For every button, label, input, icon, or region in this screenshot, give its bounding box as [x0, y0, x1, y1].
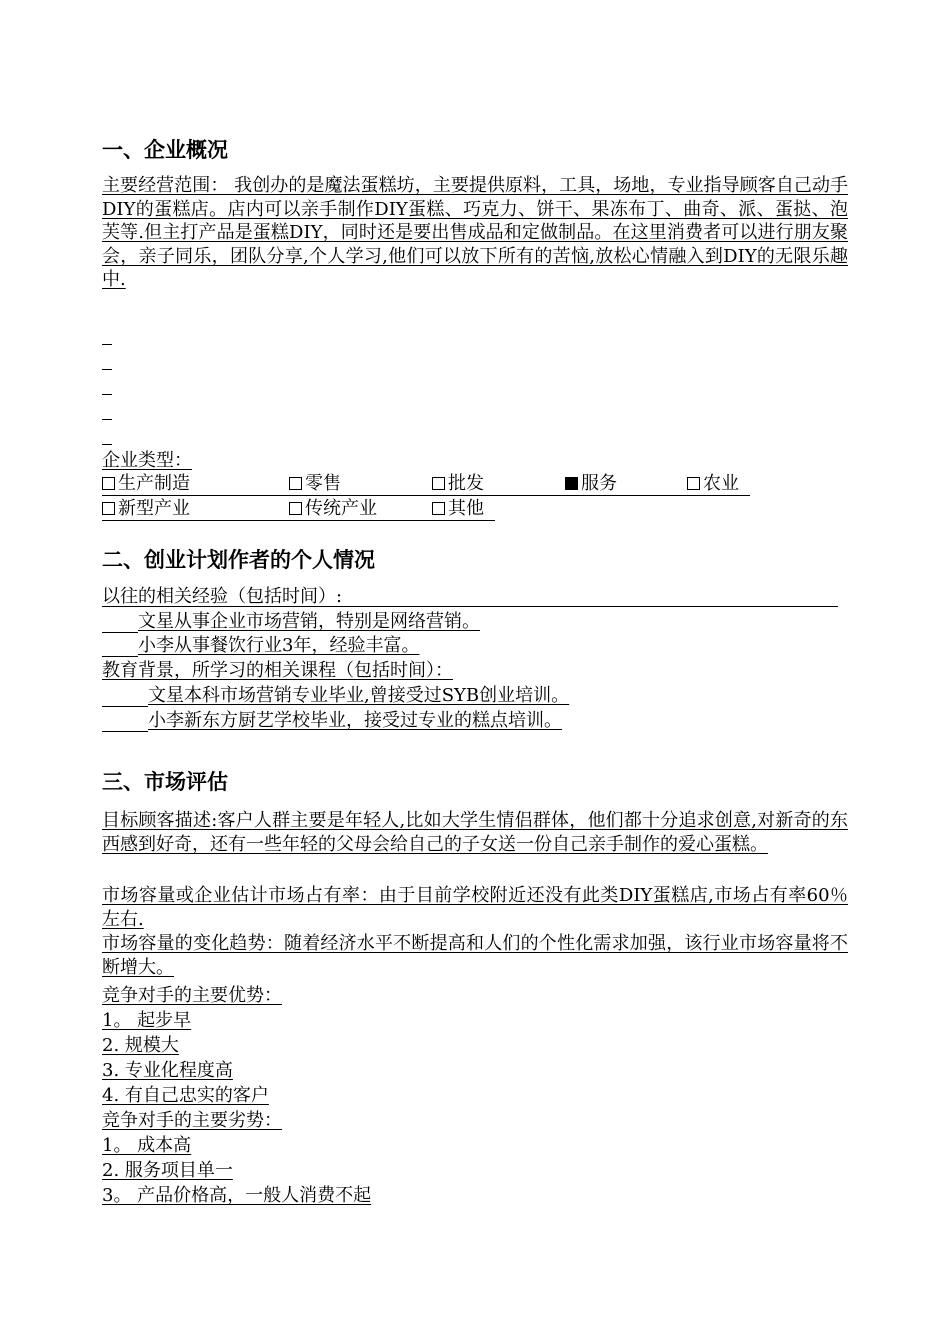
target-customer-paragraph: 目标顾客描述:客户人群主要是年轻人,比如大学生情侣群体，他们都十分追求创意,对新奇的东西感到好奇，还有一些年轻的父母会给自己的子女送一份自己亲手制作的爱心蛋糕。 [102, 810, 848, 855]
education-label: 教育背景，所学习的相关课程（包括时间）： [102, 660, 453, 681]
indent-underline [102, 731, 148, 732]
list-item: 1。 起步早 [102, 1010, 192, 1031]
blank-line [102, 419, 112, 420]
checkbox-icon[interactable] [102, 477, 115, 490]
checkbox-icon[interactable] [289, 502, 302, 515]
checked-checkbox-icon[interactable] [565, 477, 578, 490]
list-item: 1。 成本高 [102, 1135, 192, 1156]
type-option-emerging[interactable]: 新型产业 [102, 497, 190, 521]
section-1-heading: 一、企业概况 [102, 138, 228, 162]
section-3-heading: 三、市场评估 [102, 770, 228, 794]
experience-underline [102, 606, 838, 607]
list-item: 3。 产品价格高，一般人消费不起 [102, 1185, 372, 1206]
type-option-traditional[interactable]: 传统产业 [289, 497, 377, 521]
list-item: 3. 专业化程度高 [102, 1060, 233, 1081]
education-item: 文星本科市场营销专业毕业,曾接受过SYB创业培训。 [148, 685, 570, 706]
blank-line [102, 444, 112, 445]
type-option-retail[interactable]: 零售 [289, 472, 341, 496]
checkbox-icon[interactable] [432, 502, 445, 515]
experience-item: 小李从事餐饮行业3年，经验丰富。 [138, 635, 420, 656]
checkbox-icon[interactable] [102, 502, 115, 515]
type-option-other[interactable]: 其他 [432, 497, 484, 521]
business-scope-paragraph: 主要经营范围： 我创办的是魔法蛋糕坊，主要提供原料，工具，场地，专业指导顾客自己动手DIY的蛋糕店。店内可以亲手制作DIY蛋糕、巧克力、饼干、果冻布丁、曲奇、派、蛋挞、泡芙等.但主打产品是蛋糕DIY，同时还是要出售成品和定做制品。在这里消费者可以进行朋友聚会，亲子同乐，团队分享,个人学习,他们可以放下所有的苦恼,放松心情融入到DIY的无限乐趣中. [102, 175, 848, 290]
experience-item: 文星从事企业市场营销，特别是网络营销。 [138, 611, 480, 632]
experience-label: 以往的相关经验（包括时间）: [102, 586, 343, 607]
type-option-agriculture[interactable]: 农业 [687, 472, 739, 496]
type-option-wholesale[interactable]: 批发 [432, 472, 484, 496]
checkbox-icon[interactable] [687, 477, 700, 490]
market-trend-paragraph: 市场容量的变化趋势：随着经济水平不断提高和人们的个性化需求加强，该行业市场容量将不断增大。 [102, 933, 848, 978]
section-2-heading: 二、创业计划作者的个人情况 [102, 548, 375, 572]
market-share-paragraph: 市场容量或企业估计市场占有率：由于目前学校附近还没有此类DIY蛋糕店,市场占有率60％左右. [102, 885, 848, 930]
competitor-advantages-label: 竞争对手的主要优势： [102, 985, 282, 1006]
competitor-disadvantages-label: 竞争对手的主要劣势： [102, 1110, 282, 1131]
list-item: 2. 规模大 [102, 1035, 179, 1056]
indent-underline [102, 656, 138, 657]
indent-underline [102, 632, 138, 633]
blank-line [102, 369, 112, 370]
type-option-manufacturing[interactable]: 生产制造 [102, 472, 190, 496]
list-item: 2. 服务项目单一 [102, 1160, 233, 1181]
list-item: 4. 有自己忠实的客户 [102, 1085, 269, 1106]
type-row-underline [102, 495, 750, 496]
education-item: 小李新东方厨艺学校毕业，接受过专业的糕点培训。 [148, 710, 562, 731]
business-type-label: 企业类型： [102, 450, 192, 471]
blank-line [102, 394, 112, 395]
type-option-service[interactable]: 服务 [565, 472, 617, 496]
checkbox-icon[interactable] [432, 477, 445, 490]
blank-line [102, 344, 112, 345]
indent-underline [102, 706, 148, 707]
checkbox-icon[interactable] [289, 477, 302, 490]
